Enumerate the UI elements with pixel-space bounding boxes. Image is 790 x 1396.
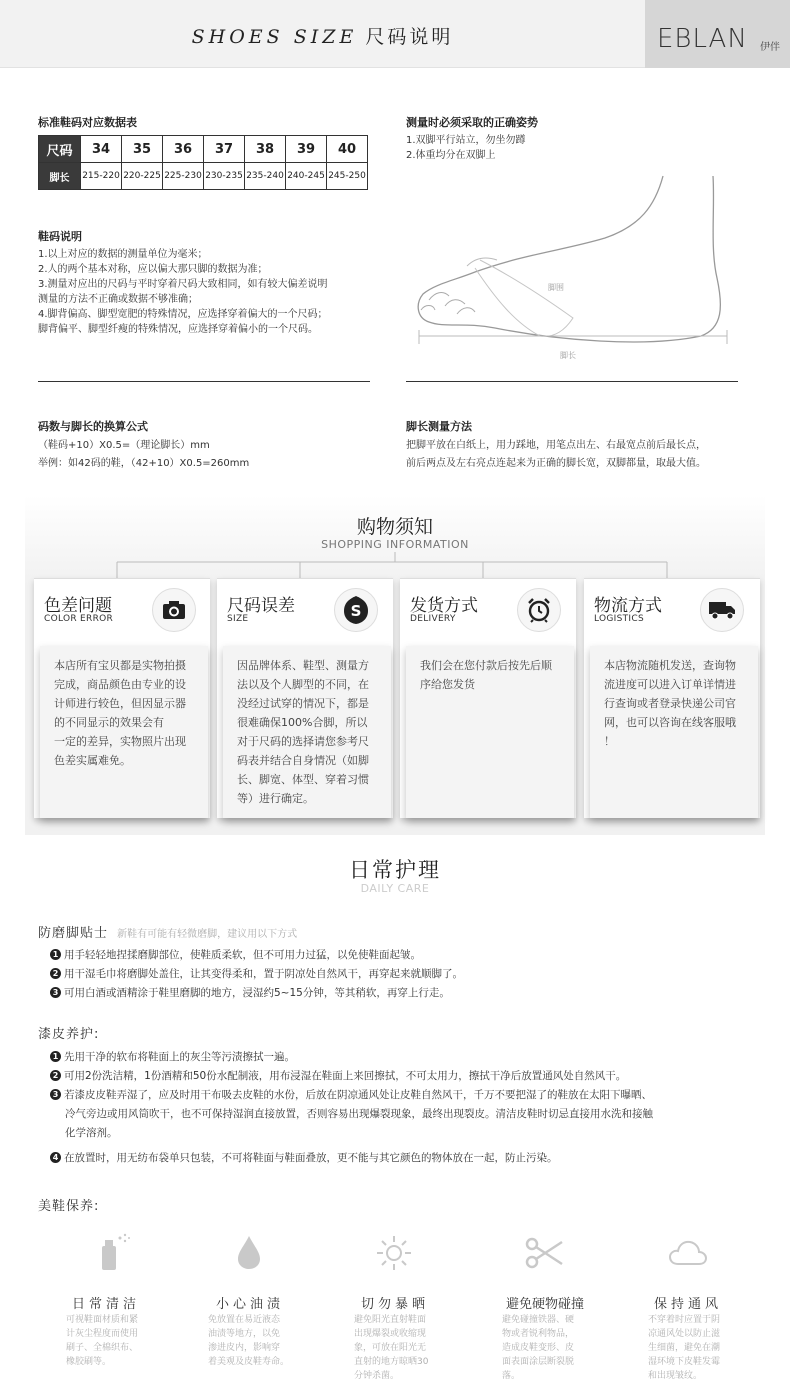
list-item: 4 在放置时，用无纺布袋单只包装，不可将鞋面与鞋面叠放，更不能与其它颜色的物体放在一起，防止污染。 <box>50 1149 780 1168</box>
card-body: 我们会在您付款后按先后顺 序给您发货 <box>406 646 574 818</box>
care-desc: 避免阳光直射鞋面 出现爆裂或收缩现 象，可放在阳光无 直射的地方晾晒30 分钟杀菌。 <box>354 1315 429 1381</box>
size-table <box>38 135 368 190</box>
divider <box>406 381 738 382</box>
connector-lines <box>100 552 690 580</box>
drop-icon <box>236 1234 262 1274</box>
size-s-icon <box>334 588 378 632</box>
beauty-heading: 美鞋保养: <box>38 1199 100 1214</box>
formula-title: 码数与脚长的换算公式 <box>38 420 148 433</box>
care-name: 保持通风 <box>653 1297 722 1312</box>
care-name: 切勿暴晒 <box>360 1297 429 1312</box>
card-body: 本店所有宝贝都是实物拍摄 完成，商品颜色由专业的设 计师进行较色，但因显示器 的不同显示的效果会有 一定的差异，实物照片出现 色差实属难免。 <box>40 646 208 818</box>
card-subtitle: DELIVERY <box>410 614 456 624</box>
svg-text:S: S <box>350 602 362 620</box>
shopping-title: 购物须知 <box>356 516 433 538</box>
size-cell: 36 <box>163 136 204 163</box>
care-name: 小心油渍 <box>215 1297 284 1312</box>
daily-title: 日常护理 <box>349 858 441 882</box>
foot-diagram <box>405 168 740 368</box>
list-item: 1 先用干净的软布将鞋面上的灰尘等污渍擦拭一遍。 <box>50 1048 780 1067</box>
size-cell: 40 <box>327 136 368 163</box>
list-item: 1 用手轻轻地捏揉磨脚部位，使鞋质柔软，但不可用力过猛，以免使鞋面起皱。 <box>50 946 770 965</box>
patent-list: 1 先用干净的软布将鞋面上的灰尘等污渍擦拭一遍。 2 可用2份洗洁精，1份酒精和50份水配制液，用布浸湿在鞋面上来回擦拭，不可太用力，擦拭干净后放置通风处自然风干。 3 若漆皮皮鞋弄湿了，应及时用干布吸去皮鞋的水份，后放在阴凉通风处让皮鞋自然风干，千万不要把湿了的鞋放在太阳下曝晒、 冷气旁边或用风筒吹干，也不可保持湿润直接放置，否则容易出现爆裂现象，最终出现裂皮。清洁皮鞋时切忌直接用水洗和接触 化学溶剂。 4 在放置时，用无纺布袋单只包装，不可将鞋面与鞋面叠放，更不能与其它颜色的物体放在一起，防止污染。 <box>50 1048 780 1168</box>
anti-wear-list <box>50 946 770 1003</box>
length-label: 脚长 <box>560 351 576 360</box>
list-item: 3 可用白酒或酒精涂于鞋里磨脚的地方，浸湿约5~15分钟，等其稍软，再穿上行走。 <box>50 984 770 1003</box>
anti-wear-heading: 防磨脚贴士 新鞋有可能有轻微磨脚，建议用以下方式 <box>38 926 298 941</box>
card-subtitle: COLOR ERROR <box>44 614 114 624</box>
camera-icon <box>152 588 196 632</box>
size-cell: 35 <box>122 136 163 163</box>
care-desc: 不穿着时应置于阴 凉通风处以防止滋 生细菌，避免在潮 湿环境下皮鞋发霉 和出现皱纹。 <box>648 1315 721 1381</box>
size-cell: 38 <box>245 136 286 163</box>
length-cell: 240-245 <box>286 163 327 190</box>
list-item: 3 若漆皮皮鞋弄湿了，应及时用干布吸去皮鞋的水份，后放在阴凉通风处让皮鞋自然风干，千万不要把湿了的鞋放在太阳下曝晒、 <box>50 1086 780 1105</box>
size-row <box>39 136 368 163</box>
list-item: 2 可用2份洗洁精，1份酒精和50份水配制液，用布浸湿在鞋面上来回擦拭，不可太用力，擦拭干净后放置通风处自然风干。 <box>50 1067 780 1086</box>
care-desc: 可视鞋面材质和紧 计灰尘程度而使用 刷子、全棉织布、 橡胶刷等。 <box>66 1315 139 1367</box>
daily-subtitle: DAILY CARE <box>360 882 430 895</box>
formula-text: （鞋码+10）X0.5=（理论脚长）mm 举例：如42码的鞋，（42+10）X0.5=260mm <box>38 440 250 469</box>
length-cell: 220-225 <box>122 163 163 190</box>
size-notes-text: 1.以上对应的数据的测量单位为毫米； 2.人的两个基本对称，应以偏大那只脚的数据为准； 3.测量对应出的尺码与平时穿着尺码大致相同，如有较大偏差说明 测量的方法不正确或数据不够准确； 4.脚背偏高、脚型宽肥的特殊情况，应选择穿着偏大的一个尺码； 脚背偏平、脚型纤瘦的特殊情况，应选择穿着偏小的一个尺码。 <box>38 249 328 335</box>
size-cell: 39 <box>286 136 327 163</box>
measure-text: 把脚平放在白纸上，用力踩地，用笔点出左、右最宽点前后最长点， 前后两点及左右亮点连起来为正确的脚长宽，双脚都量，取最大值。 <box>406 440 706 469</box>
list-item: 2 用干湿毛巾将磨脚处盖住，让其变得柔和，置于阴凉处自然风干，再穿起来就顺脚了。 <box>50 965 770 984</box>
size-table-title: 标准鞋码对应数据表 <box>38 116 137 129</box>
measure-title: 脚长测量方法 <box>406 420 472 433</box>
spray-bottle-icon <box>96 1232 132 1276</box>
length-cell: 215-220 <box>81 163 122 190</box>
scissors-icon <box>524 1236 564 1274</box>
size-cell: 37 <box>204 136 245 163</box>
posture-title: 测量时必须采取的正确姿势 <box>406 116 538 129</box>
card-body: 本店物流随机发送，查询物 流进度可以进入订单详情进 行查询或者登录快递公司官 网，也可以咨询在线客服哦 ！ <box>590 646 758 818</box>
alarm-clock-icon <box>517 588 561 632</box>
posture-text: 1.双脚平行站立，勿坐勿蹲 2.体重均分在双脚上 <box>406 135 526 161</box>
length-cell: 225-230 <box>163 163 204 190</box>
length-row <box>39 163 368 190</box>
card-subtitle: SIZE <box>227 614 249 624</box>
cloud-icon <box>668 1238 708 1270</box>
care-name: 避免硬物碰撞 <box>505 1297 584 1312</box>
length-cell: 230-235 <box>204 163 245 190</box>
page-title: SHOES SIZE 尺码说明 <box>191 26 454 48</box>
patent-heading: 漆皮养护: <box>38 1027 100 1042</box>
card-body: 因品牌体系、鞋型、测量方 法以及个人脚型的不同，在 没经过试穿的情况下，都是 很难确保100%合脚，所以 对于尺码的选择请您参考尺 码表并结合自身情况（如脚 长、脚宽、体型、穿着习惯 等）进行确定。 <box>223 646 391 818</box>
care-name: 日常清洁 <box>71 1297 140 1312</box>
care-desc: 免放置在易近液态 油渍等地方，以免 渗进皮内，影响穿 着美观及皮鞋寿命。 <box>208 1315 290 1367</box>
size-cell: 34 <box>81 136 122 163</box>
divider <box>38 381 370 382</box>
care-desc: 避免碰撞铁器、硬 物或者锐利物品， 造成皮鞋变形、皮 面表面涂层断裂脱 落。 <box>502 1315 575 1381</box>
truck-icon <box>700 588 744 632</box>
card-subtitle: LOGISTICS <box>594 614 644 624</box>
length-cell: 235-240 <box>245 163 286 190</box>
card-title: 物流方式 <box>594 596 662 616</box>
size-notes-title: 鞋码说明 <box>38 230 82 243</box>
brand-logo: EBLAN <box>657 24 748 54</box>
card-title: 尺码误差 <box>227 596 295 616</box>
length-cell: 245-250 <box>327 163 368 190</box>
brand-cn: 伊伴 <box>760 42 780 53</box>
sun-icon <box>375 1234 413 1276</box>
length-header: 脚长 <box>39 163 81 190</box>
shopping-subtitle: SHOPPING INFORMATION <box>321 538 469 551</box>
card-title: 色差问题 <box>44 596 112 616</box>
card-title: 发货方式 <box>410 596 478 616</box>
girth-label: 脚围 <box>548 283 564 292</box>
size-header: 尺码 <box>39 136 81 163</box>
